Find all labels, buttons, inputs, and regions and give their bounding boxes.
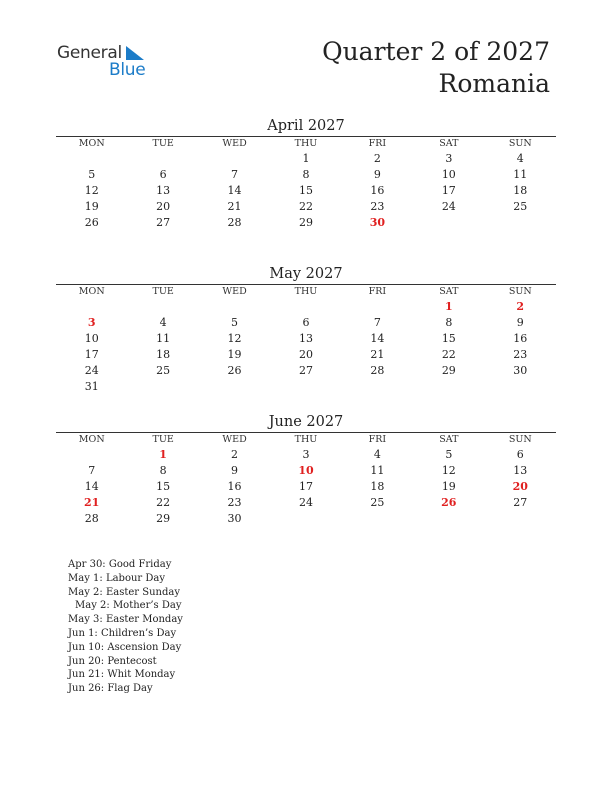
empty-day-cell <box>413 215 484 231</box>
day-cell: 5 <box>445 448 453 461</box>
empty-day-cell <box>127 299 198 315</box>
title-quarter: Quarter 2 of 2027 <box>322 37 550 66</box>
weekday-header: SAT <box>439 434 459 445</box>
day-cell: 22 <box>441 348 456 361</box>
day-cell: 20 <box>156 200 171 213</box>
page-title <box>322 36 550 100</box>
empty-day-cell <box>56 151 127 167</box>
holiday-day-cell: 1 <box>444 300 453 313</box>
day-cell: 23 <box>513 348 528 361</box>
holiday-list <box>68 558 183 696</box>
weekday-header: FRI <box>368 434 387 445</box>
day-cell: 15 <box>156 480 171 493</box>
day-cell: 2 <box>373 152 381 165</box>
day-cell: 4 <box>373 448 381 461</box>
day-cell: 27 <box>513 496 528 509</box>
holiday-list-item: May 2: Easter Sunday <box>68 586 180 598</box>
day-cell: 13 <box>156 184 171 197</box>
day-cell: 25 <box>156 364 171 377</box>
holiday-day-cell: 1 <box>159 448 167 461</box>
day-cell: 3 <box>302 448 310 461</box>
day-cell: 18 <box>156 348 171 361</box>
empty-day-cell <box>127 151 198 167</box>
day-cell: 29 <box>156 512 171 525</box>
day-cell: 27 <box>298 364 313 377</box>
day-cell: 30 <box>513 364 528 377</box>
day-cell: 21 <box>227 200 242 213</box>
empty-day-cell <box>342 379 413 395</box>
day-cell: 27 <box>156 216 171 229</box>
weekday-header: SAT <box>439 286 459 297</box>
day-cell: 8 <box>302 168 310 181</box>
day-cell: 6 <box>302 316 310 329</box>
day-cell: 7 <box>231 168 239 181</box>
empty-day-cell <box>56 299 127 315</box>
day-cell: 16 <box>370 184 385 197</box>
holiday-day-cell: 21 <box>84 496 100 509</box>
day-cell: 23 <box>370 200 385 213</box>
day-cell: 28 <box>370 364 385 377</box>
day-cell: 30 <box>227 512 242 525</box>
day-cell: 20 <box>298 348 313 361</box>
day-cell: 31 <box>84 380 99 393</box>
weekday-header: SUN <box>508 138 532 149</box>
empty-day-cell <box>413 379 484 395</box>
holiday-list-item: Apr 30: Good Friday <box>68 559 172 570</box>
weekday-header: SAT <box>439 138 459 149</box>
month-title: June 2027 <box>268 414 344 430</box>
day-cell: 5 <box>88 168 96 181</box>
day-cell: 16 <box>513 332 528 345</box>
weekday-header: SUN <box>508 286 532 297</box>
month-calendar-june <box>56 412 556 527</box>
day-cell: 1 <box>302 152 310 165</box>
day-cell: 19 <box>441 480 456 493</box>
empty-day-cell <box>485 379 556 395</box>
day-cell: 22 <box>298 200 313 213</box>
day-cell: 9 <box>373 168 381 181</box>
month-calendar-april <box>56 116 556 231</box>
day-cell: 22 <box>156 496 171 509</box>
day-cell: 28 <box>227 216 242 229</box>
holiday-day-cell: 10 <box>298 464 314 477</box>
weekday-header: FRI <box>368 138 387 149</box>
holiday-list-item: Jun 10: Ascension Day <box>68 641 182 653</box>
day-cell: 29 <box>298 216 313 229</box>
day-cell: 14 <box>370 332 385 345</box>
day-cell: 16 <box>227 480 242 493</box>
weekday-header: THU <box>294 138 318 149</box>
holiday-list-item: May 1: Labour Day <box>68 572 165 584</box>
day-cell: 4 <box>516 152 524 165</box>
day-cell: 24 <box>298 496 313 509</box>
title-country: Romania <box>438 69 550 98</box>
holiday-list-item: May 2: Mother’s Day <box>75 600 182 612</box>
day-cell: 11 <box>370 464 385 477</box>
day-cell: 15 <box>441 332 456 345</box>
day-cell: 21 <box>370 348 385 361</box>
month-title: May 2027 <box>269 266 343 282</box>
weekday-header: WED <box>222 138 247 149</box>
month-grid <box>56 433 556 527</box>
day-cell: 7 <box>88 464 96 477</box>
day-cell: 18 <box>513 184 528 197</box>
day-cell: 26 <box>227 364 242 377</box>
empty-day-cell <box>199 379 270 395</box>
day-cell: 12 <box>227 332 242 345</box>
empty-day-cell <box>270 511 341 527</box>
empty-day-cell <box>199 151 270 167</box>
day-cell: 12 <box>84 184 99 197</box>
weekday-header: WED <box>222 434 247 445</box>
day-cell: 2 <box>231 448 239 461</box>
day-cell: 8 <box>445 316 453 329</box>
day-cell: 29 <box>441 364 456 377</box>
month-grid <box>56 285 556 395</box>
day-cell: 9 <box>516 316 524 329</box>
day-cell: 25 <box>370 496 385 509</box>
day-cell: 6 <box>159 168 167 181</box>
day-cell: 14 <box>84 480 99 493</box>
weekday-header: THU <box>294 434 318 445</box>
day-cell: 11 <box>156 332 171 345</box>
empty-day-cell <box>127 379 198 395</box>
empty-day-cell <box>199 299 270 315</box>
day-cell: 6 <box>516 448 524 461</box>
day-cell: 19 <box>227 348 242 361</box>
day-cell: 17 <box>298 480 313 493</box>
holiday-list-item: Jun 1: Children’s Day <box>68 627 177 639</box>
month-title: April 2027 <box>267 118 345 134</box>
day-cell: 17 <box>84 348 99 361</box>
day-cell: 10 <box>84 332 99 345</box>
weekday-header: TUE <box>152 286 174 297</box>
day-cell: 17 <box>441 184 456 197</box>
holiday-day-cell: 26 <box>441 496 457 509</box>
day-cell: 25 <box>513 200 528 213</box>
weekday-header: SUN <box>508 434 532 445</box>
weekday-header: MON <box>78 434 105 445</box>
holiday-day-cell: 20 <box>512 480 528 493</box>
day-cell: 4 <box>159 316 167 329</box>
day-cell: 7 <box>373 316 381 329</box>
month-calendar-may <box>56 264 556 395</box>
holiday-day-cell: 2 <box>516 300 525 313</box>
weekday-header: WED <box>222 286 247 297</box>
empty-day-cell <box>270 379 341 395</box>
day-cell: 5 <box>231 316 239 329</box>
weekday-header: MON <box>78 286 105 297</box>
weekday-header: FRI <box>368 286 387 297</box>
holiday-list-item: Jun 21: Whit Monday <box>68 669 176 681</box>
day-cell: 10 <box>441 168 456 181</box>
weekday-header: THU <box>294 286 318 297</box>
day-cell: 28 <box>84 512 99 525</box>
generalblue-logo <box>57 43 157 83</box>
day-cell: 9 <box>231 464 239 477</box>
day-cell: 13 <box>298 332 313 345</box>
empty-day-cell <box>56 447 127 463</box>
empty-day-cell <box>342 299 413 315</box>
day-cell: 13 <box>513 464 528 477</box>
day-cell: 26 <box>84 216 99 229</box>
day-cell: 15 <box>298 184 313 197</box>
day-cell: 24 <box>441 200 456 213</box>
day-cell: 19 <box>84 200 99 213</box>
day-cell: 24 <box>84 364 99 377</box>
empty-day-cell <box>342 511 413 527</box>
holiday-day-cell: 3 <box>87 316 96 329</box>
holiday-list-item: May 3: Easter Monday <box>68 614 183 626</box>
day-cell: 11 <box>513 168 528 181</box>
day-cell: 12 <box>441 464 456 477</box>
day-cell: 8 <box>159 464 167 477</box>
day-cell: 3 <box>445 152 453 165</box>
empty-day-cell <box>413 511 484 527</box>
weekday-header: TUE <box>152 138 174 149</box>
weekday-header: TUE <box>152 434 174 445</box>
day-cell: 18 <box>370 480 385 493</box>
holiday-day-cell: 30 <box>369 216 386 229</box>
empty-day-cell <box>485 215 556 231</box>
holiday-list-item: Jun 20: Pentecost <box>68 655 157 667</box>
empty-day-cell <box>270 299 341 315</box>
empty-day-cell <box>485 511 556 527</box>
day-cell: 14 <box>227 184 242 197</box>
logo-text-general: General <box>57 43 122 63</box>
logo-text-blue: Blue <box>109 60 146 80</box>
month-grid <box>56 137 556 231</box>
holiday-list-item: Jun 26: Flag Day <box>68 683 153 695</box>
day-cell: 23 <box>227 496 242 509</box>
weekday-header: MON <box>78 138 105 149</box>
